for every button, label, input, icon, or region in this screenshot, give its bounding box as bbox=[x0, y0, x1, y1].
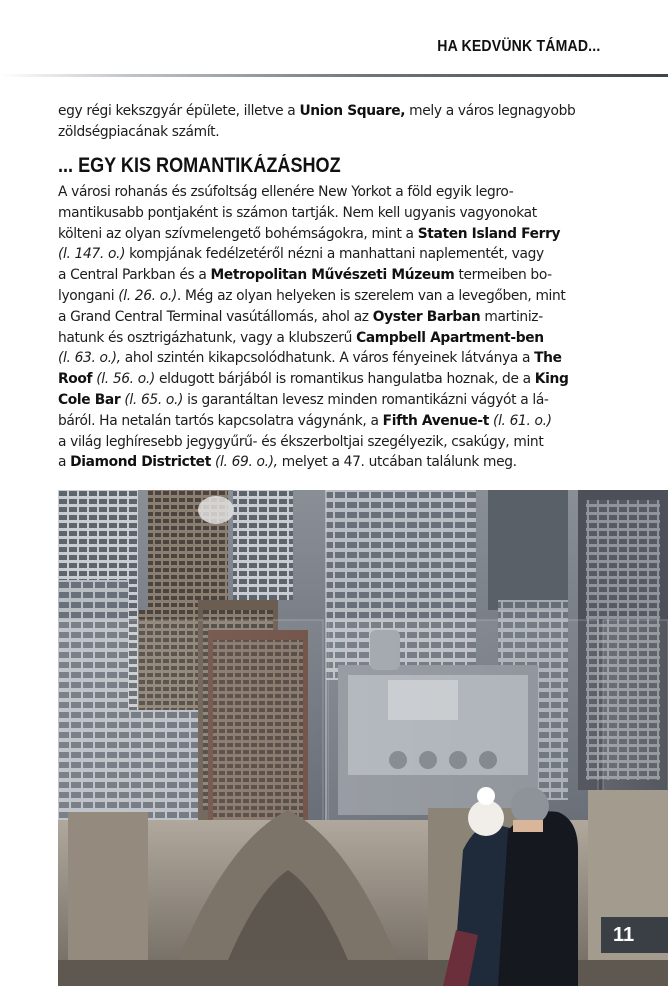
text-line bbox=[58, 432, 606, 453]
text-run: kompjának fedélzetéről nézni a manhattani naplementét, vagy bbox=[125, 246, 544, 263]
text-run: egy régi kekszgyár épülete, illetve a bbox=[58, 103, 300, 119]
text-run: eldugott bárjából is romantikus hangulatba hoznak, de a bbox=[154, 371, 535, 388]
running-header-title: HA KEDVÜNK TÁMAD... bbox=[436, 38, 600, 55]
page-reference: (l. 147. o.) bbox=[58, 246, 126, 263]
text-line bbox=[58, 101, 606, 122]
text-line bbox=[58, 369, 606, 390]
text-run: ahol szintén kikapcsolódhatunk. A város fényeinek látványa a bbox=[120, 350, 535, 367]
text-run: a világ leghíresebb jegygyűrű- és ékszerboltjai szegélyezik, csakúgy, mint bbox=[58, 433, 544, 450]
page-reference: (l. 69. o.), bbox=[215, 454, 278, 471]
bold-place-name: King bbox=[534, 371, 569, 388]
page-number: 11 bbox=[601, 917, 668, 953]
bold-place-name: The bbox=[534, 350, 562, 367]
text-run: termeiben bo- bbox=[454, 267, 552, 284]
text-line bbox=[58, 203, 606, 224]
text-run: mely a város legnagyobb bbox=[405, 103, 576, 119]
section-heading: ... EGY KIS ROMANTIKÁZÁSHOZ bbox=[58, 154, 341, 177]
page-reference: (l. 61. o.) bbox=[493, 412, 552, 429]
text-run: lyongani bbox=[58, 287, 119, 304]
text-line bbox=[58, 182, 606, 203]
text-run: A városi rohanás és zsúfoltság ellenére New Yorkot a föld egyik legro- bbox=[58, 184, 514, 200]
text-run: hatunk és osztrigázhatunk, vagy a klubszerű bbox=[58, 329, 357, 346]
page-reference: (l. 63. o.), bbox=[58, 350, 121, 367]
text-line bbox=[58, 286, 606, 307]
text-run: a Grand Central Terminal vasútállomás, ahol az bbox=[58, 308, 373, 325]
text-line bbox=[58, 411, 606, 432]
header-divider bbox=[0, 74, 668, 77]
bold-place-name: Staten Island Ferry bbox=[417, 225, 561, 242]
bold-place-name: Diamond Districtet bbox=[70, 454, 211, 471]
bold-place-name: Metropolitan Művészeti Múzeum bbox=[210, 267, 455, 284]
text-line bbox=[58, 452, 606, 473]
bold-place-name: Oyster Barban bbox=[372, 308, 481, 325]
text-line bbox=[58, 307, 606, 328]
body-paragraph bbox=[58, 182, 606, 473]
text-run: költeni az olyan szívmelengető bohémságokra, mint a bbox=[58, 225, 418, 242]
bold-place-name: Fifth Avenue-t bbox=[382, 412, 489, 429]
city-rooftop-photo bbox=[58, 490, 668, 986]
page-reference: (l. 56. o.) bbox=[96, 371, 155, 388]
text-run: mantikusabb pontjaként is számon tartják. Nem kell ugyanis vagyonokat bbox=[58, 204, 537, 221]
text-run: a bbox=[58, 454, 71, 471]
bold-place-name: Union Square, bbox=[299, 103, 406, 119]
text-run: zöldségpiacának számít. bbox=[58, 123, 220, 140]
text-line bbox=[58, 328, 606, 349]
page-reference: (l. 65. o.) bbox=[124, 391, 184, 408]
text-line bbox=[58, 348, 606, 369]
bold-place-name: Campbell Apartment-ben bbox=[356, 329, 544, 346]
text-line bbox=[58, 244, 606, 265]
text-line bbox=[58, 390, 606, 411]
text-line bbox=[58, 265, 606, 286]
text-line bbox=[58, 122, 606, 143]
text-run: a Central Parkban és a bbox=[58, 267, 211, 284]
text-run: martiniz- bbox=[480, 308, 543, 325]
bold-place-name: Cole Bar bbox=[58, 391, 121, 408]
text-run: . Még az olyan helyeken is szerelem van a levegőben, mint bbox=[176, 287, 566, 304]
intro-paragraph bbox=[58, 101, 606, 143]
text-run: is garantáltan levesz minden romantikázni vágyót a lá- bbox=[183, 391, 549, 408]
text-line bbox=[58, 224, 606, 245]
text-run: melyet a 47. utcában találunk meg. bbox=[277, 454, 517, 471]
text-run: báról. Ha netalán tartós kapcsolatra vágynánk, a bbox=[58, 412, 383, 429]
bold-place-name: Roof bbox=[58, 371, 93, 388]
page-reference: (l. 26. o.) bbox=[118, 287, 177, 304]
